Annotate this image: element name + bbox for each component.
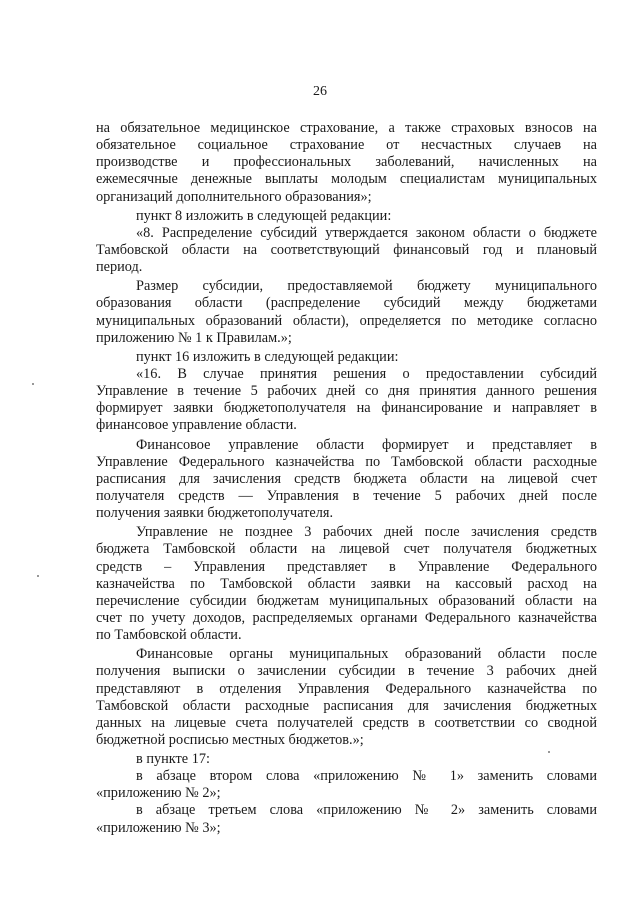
- text-line: Тамбовской области на соответствующий финансовый год и плановый: [96, 241, 597, 258]
- text-line: в абзаце третьем слова «приложению № 2» заменить словами: [136, 802, 597, 819]
- text-line: муниципальных образований области), определяется по методике согласно: [96, 312, 597, 329]
- text-line: представляют в отделения Управления Федерального казначейства по: [96, 680, 597, 697]
- page-number: 26: [313, 84, 327, 99]
- text-line: в пункте 17:: [136, 751, 210, 768]
- text-line: по Тамбовской области.: [96, 627, 242, 644]
- scan-speck: [548, 751, 550, 753]
- text-line: пункт 8 изложить в следующей редакции:: [136, 207, 392, 224]
- text-line: Управление в течение 5 рабочих дней со дня принятия данного решения: [96, 383, 597, 400]
- text-line: Финансовые органы муниципальных образований области после: [136, 646, 597, 663]
- text-line: «приложению № 3»;: [96, 819, 221, 836]
- text-line: Управление не позднее 3 рабочих дней после зачисления средств: [136, 524, 597, 541]
- text-line: образования области (распределение субсидий между бюджетами: [96, 295, 597, 312]
- text-line: бюджетной росписью местных бюджетов.»;: [96, 731, 364, 748]
- text-line: счет по учету доходов, распределяемых органами Федерального казначейства: [96, 609, 597, 626]
- scan-speck: [32, 383, 34, 385]
- text-line: Размер субсидии, предоставляемой бюджету муниципального: [136, 278, 597, 295]
- text-line: ежемесячные денежные выплаты молодым специалистам муниципальных: [96, 171, 597, 188]
- text-line: на обязательное медицинское страхование, а также страховых взносов на: [96, 120, 597, 136]
- text-line: Тамбовской области расходные расписания для зачисления бюджетных: [96, 697, 597, 714]
- text-line: финансовое управление области.: [96, 417, 297, 434]
- text-line: Финансовое управление области формирует и представляет в: [136, 436, 597, 453]
- text-line: казначейства по Тамбовской области заявки на кассовый расход на: [96, 575, 597, 592]
- text-line: обязательное социальное страхование от несчастных случаев на: [96, 137, 597, 154]
- text-line: пункт 16 изложить в следующей редакции:: [136, 348, 399, 365]
- text-line: получателя средств — Управления в течение 5 рабочих дней после: [96, 487, 597, 504]
- text-line: «приложению № 2»;: [96, 785, 221, 802]
- text-line: Управление Федерального казначейства по Тамбовской области расходные: [96, 453, 597, 470]
- text-line: получения заявки бюджетополучателя.: [96, 505, 334, 522]
- text-line: «16. В случае принятия решения о предоставлении субсидий: [136, 365, 597, 382]
- text-line: бюджета Тамбовской области на лицевой счет получателя бюджетных: [96, 541, 597, 558]
- text-line: перечисление субсидии бюджетам муниципальных образований области на: [96, 592, 597, 609]
- text-line: в абзаце втором слова «приложению № 1» заменить словами: [136, 768, 597, 785]
- scan-speck: [37, 575, 39, 577]
- text-line: период.: [96, 259, 143, 276]
- text-line: производстве и профессиональных заболеваний, начисленных на: [96, 154, 597, 171]
- text-line: получения выписки о зачислении субсидии в течение 3 рабочих дней: [96, 663, 597, 680]
- text-line: организаций дополнительного образования»;: [96, 188, 372, 205]
- text-line: данных на лицевые счета получателей средств в соответствии со сводной: [96, 714, 597, 731]
- text-line: приложению № 1 к Правилам.»;: [96, 329, 292, 346]
- text-line: расписания для зачисления средств бюджета области на лицевой счет: [96, 470, 597, 487]
- text-line: средств – Управления представляет в Управление Федерального: [96, 558, 597, 575]
- text-line: формирует заявки бюджетополучателя на финансирование и направляет в: [96, 400, 597, 417]
- document-body: [96, 120, 597, 837]
- text-line: «8. Распределение субсидий утверждается законом области о бюджете: [136, 224, 597, 241]
